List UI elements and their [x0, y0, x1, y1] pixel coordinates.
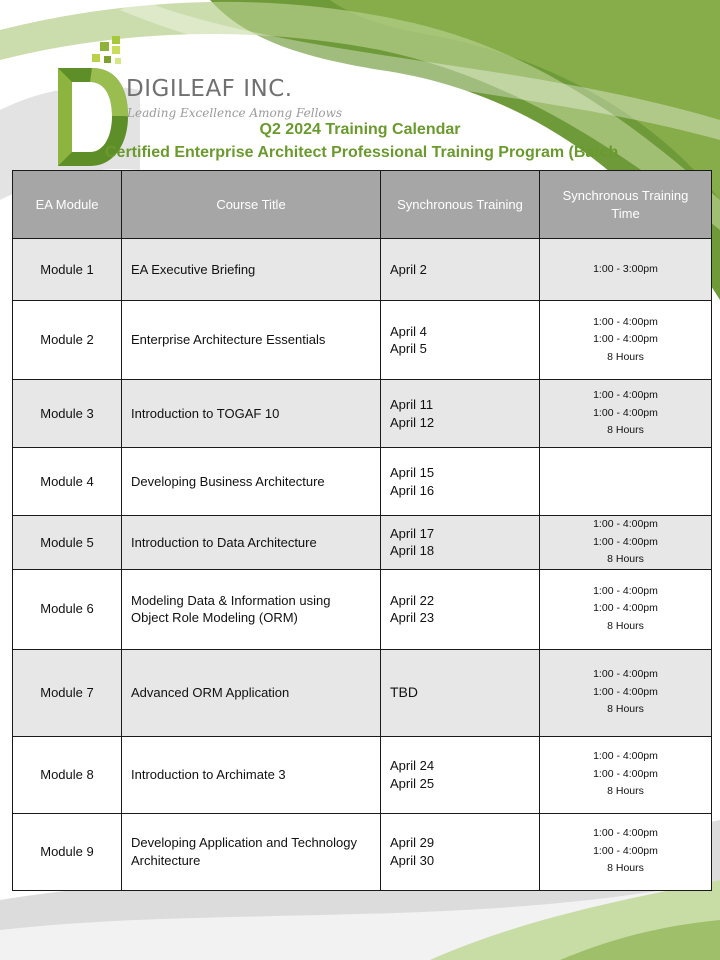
course-title-cell: Advanced ORM Application: [122, 649, 381, 736]
course-title-cell: Introduction to Archimate 3: [122, 736, 381, 813]
training-time: 1:00 - 4:00pm: [593, 844, 658, 857]
brand-name: DIGILEAF INC.: [126, 76, 293, 102]
training-time-cell: [540, 736, 712, 813]
course-title-cell: Developing Application and Technology Architecture: [122, 813, 381, 890]
training-time: 1:00 - 4:00pm: [593, 584, 658, 597]
column-header-sync-training-time: Synchronous Training Time: [540, 171, 712, 239]
table-row: [13, 569, 712, 649]
training-time: 1:00 - 4:00pm: [593, 315, 658, 328]
training-time: 1:00 - 4:00pm: [593, 602, 658, 615]
module-cell: Module 4: [13, 448, 122, 516]
module-cell: Module 9: [13, 813, 122, 890]
training-hours: 8 Hours: [607, 424, 644, 437]
module-cell: Module 7: [13, 649, 122, 736]
column-header-course-title: Course Title: [122, 171, 381, 239]
table-row: [13, 736, 712, 813]
training-date: April 29: [390, 835, 435, 850]
training-dates-cell: [381, 448, 540, 516]
training-time-cell: [540, 569, 712, 649]
training-time-cell: [540, 448, 712, 516]
module-cell: Module 3: [13, 380, 122, 448]
table-row: [13, 239, 712, 301]
training-time-cell: [540, 516, 712, 570]
training-time: 1:00 - 4:00pm: [593, 767, 658, 780]
training-schedule-table: [12, 170, 712, 891]
training-dates-cell: [381, 649, 540, 736]
training-dates-cell: [381, 736, 540, 813]
training-time: 1:00 - 4:00pm: [593, 535, 658, 548]
training-date: April 4: [390, 323, 427, 339]
training-date: April 15: [390, 465, 435, 480]
training-date: April 30: [390, 852, 435, 868]
course-title-cell: Developing Business Architecture: [122, 448, 381, 516]
module-cell: Module 8: [13, 736, 122, 813]
training-date: April 25: [390, 775, 435, 791]
course-title-cell: Enterprise Architecture Essentials: [122, 301, 381, 380]
table-header-row: [13, 171, 712, 239]
training-date: April 5: [390, 341, 427, 356]
training-time: 1:00 - 4:00pm: [593, 668, 658, 681]
course-title-cell: Modeling Data & Information using Object Role Modeling (ORM): [122, 569, 381, 649]
training-dates-cell: [381, 569, 540, 649]
page-subtitle: Certified Enterprise Architect Professional Training Program (Batch: [105, 144, 619, 161]
page-title: Q2 2024 Training Calendar: [259, 121, 461, 138]
table-row: [13, 301, 712, 380]
column-header-sync-training: Synchronous Training: [381, 171, 540, 239]
training-date: April 12: [390, 414, 435, 430]
brand-tagline: Leading Excellence Among Fellows: [127, 106, 343, 120]
training-dates-cell: [381, 813, 540, 890]
training-time: 1:00 - 4:00pm: [593, 406, 658, 419]
training-date: April 11: [390, 397, 434, 412]
training-dates-cell: [381, 380, 540, 448]
training-hours: 8 Hours: [607, 862, 644, 875]
training-date: April 17: [390, 525, 435, 541]
training-date: April 16: [390, 482, 435, 498]
training-time: 1:00 - 4:00pm: [593, 333, 658, 346]
training-hours: 8 Hours: [607, 619, 644, 632]
course-title-cell: EA Executive Briefing: [122, 239, 381, 301]
training-date: April 18: [390, 543, 435, 559]
module-cell: Module 5: [13, 516, 122, 570]
training-date: April 23: [390, 610, 435, 625]
training-time: 1:00 - 4:00pm: [593, 827, 658, 840]
training-time-cell: [540, 239, 712, 301]
table-row: [13, 649, 712, 736]
training-time-cell: [540, 813, 712, 890]
table-row: [13, 813, 712, 890]
table-row: [13, 380, 712, 448]
training-hours: 8 Hours: [607, 703, 644, 716]
training-time: 1:00 - 4:00pm: [593, 750, 658, 763]
training-time-cell: [540, 380, 712, 448]
training-time-cell: [540, 301, 712, 380]
training-hours: 8 Hours: [607, 350, 644, 363]
training-dates-cell: [381, 239, 540, 301]
training-dates-cell: [381, 516, 540, 570]
training-hours: 8 Hours: [607, 553, 644, 565]
table-row: [13, 448, 712, 516]
training-date: April 22: [390, 592, 435, 608]
course-title-cell: Introduction to TOGAF 10: [122, 380, 381, 448]
training-date: April 24: [390, 758, 435, 773]
course-title-cell: Introduction to Data Architecture: [122, 516, 381, 570]
module-cell: Module 6: [13, 569, 122, 649]
training-date: April 2: [390, 261, 427, 277]
training-date: TBD: [390, 683, 418, 700]
training-time: 1:00 - 3:00pm: [593, 262, 658, 275]
training-time: 1:00 - 4:00pm: [593, 389, 658, 402]
training-time: 1:00 - 4:00pm: [593, 685, 658, 698]
training-time: 1:00 - 4:00pm: [593, 518, 658, 530]
table-row: [13, 516, 712, 570]
module-cell: Module 1: [13, 239, 122, 301]
column-header-module: EA Module: [13, 171, 122, 239]
training-dates-cell: [381, 301, 540, 380]
training-hours: 8 Hours: [607, 785, 644, 798]
training-time-cell: [540, 649, 712, 736]
module-cell: Module 2: [13, 301, 122, 380]
